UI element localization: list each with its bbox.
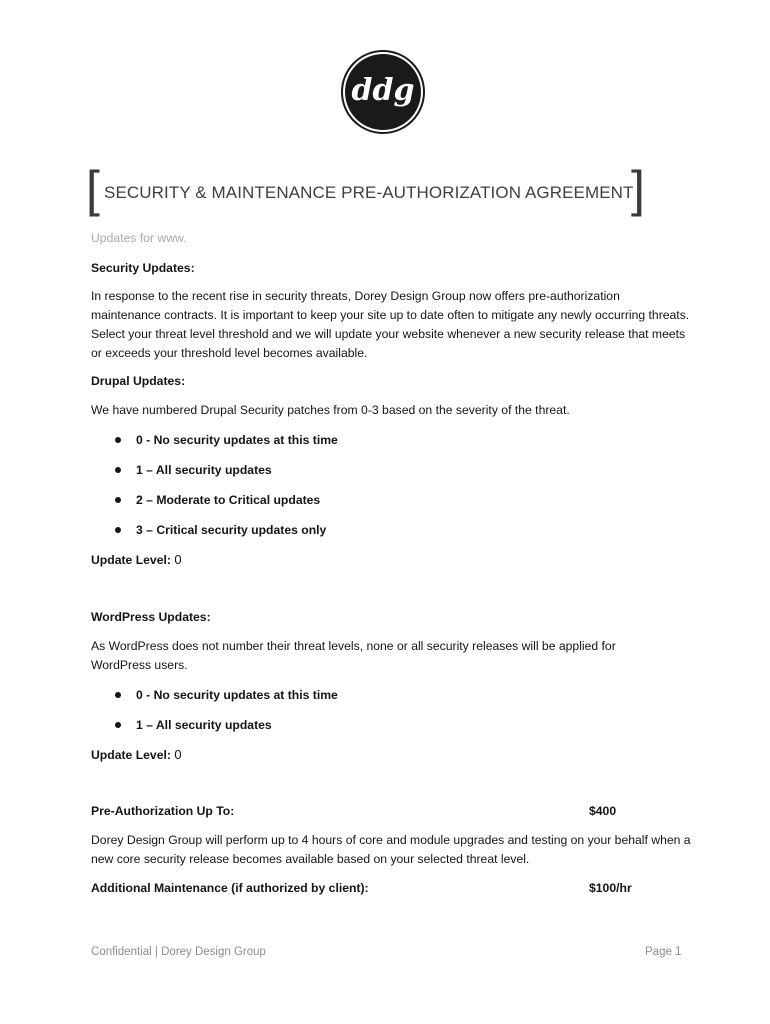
preauthorization-label: Pre-Authorization Up To: bbox=[91, 804, 235, 818]
title-right-bracket: ] bbox=[631, 161, 645, 217]
bullet-icon bbox=[115, 527, 121, 533]
wordpress-updates-heading: WordPress Updates: bbox=[91, 610, 211, 624]
bullet-icon bbox=[115, 692, 121, 698]
drupal-level-3-item: 3 – Critical security updates only bbox=[115, 521, 326, 540]
updates-for-text: Updates for www. bbox=[91, 231, 187, 245]
additional-maintenance-label: Additional Maintenance (if authorized by client): bbox=[91, 881, 369, 895]
drupal-level-2-item: 2 – Moderate to Critical updates bbox=[115, 491, 320, 510]
footer-page-number: Page 1 bbox=[645, 946, 682, 958]
bullet-icon bbox=[115, 437, 121, 443]
bullet-icon bbox=[115, 467, 121, 473]
additional-maintenance-amount: $100/hr bbox=[589, 881, 632, 895]
wordpress-level-1-item: 1 – All security updates bbox=[115, 716, 272, 735]
bullet-icon bbox=[115, 722, 121, 728]
drupal-update-level-value[interactable]: 0 bbox=[174, 552, 182, 567]
security-updates-heading: Security Updates: bbox=[91, 261, 195, 275]
drupal-level-1-item: 1 – All security updates bbox=[115, 461, 272, 480]
wordpress-updates-body: As WordPress does not number their threat levels, none or all security releases will be applied for WordPress users. bbox=[91, 639, 616, 672]
drupal-updates-heading: Drupal Updates: bbox=[91, 374, 186, 388]
security-updates-body: In response to the recent rise in security threats, Dorey Design Group now offers pre-authorization maintenance contracts. It is important to keep your site up to date often to mitigate any newly occurring threats. Select your threat level threshold and we will update your website whenever a new security release that meets or exceeds your threshold level becomes available. bbox=[91, 289, 690, 360]
title-left-bracket: [ bbox=[86, 161, 100, 217]
footer-confidential: Confidential | Dorey Design Group bbox=[91, 946, 266, 958]
logo-text: ddg bbox=[351, 73, 415, 108]
preauthorization-amount: $400 bbox=[589, 804, 617, 818]
wordpress-update-level bbox=[91, 745, 691, 765]
document-title: SECURITY & MAINTENANCE PRE-AUTHORIZATION AGREEMENT bbox=[104, 183, 634, 202]
drupal-update-level-label: Update Level: bbox=[91, 553, 171, 567]
title-block bbox=[86, 161, 686, 217]
drupal-level-0-item: 0 - No security updates at this time bbox=[115, 431, 338, 450]
ddg-logo bbox=[340, 49, 426, 135]
wordpress-level-0-item: 0 - No security updates at this time bbox=[115, 686, 338, 705]
drupal-update-level bbox=[91, 550, 691, 570]
wordpress-update-level-value[interactable]: 0 bbox=[174, 747, 182, 762]
bullet-icon bbox=[115, 497, 121, 503]
preauthorization-body: Dorey Design Group will perform up to 4 hours of core and module upgrades and testing on your behalf when a new core security release becomes available based on your selected threat level. bbox=[91, 833, 691, 866]
drupal-updates-body: We have numbered Drupal Security patches from 0-3 based on the severity of the threat. bbox=[91, 403, 570, 417]
wordpress-update-level-label: Update Level: bbox=[91, 748, 171, 762]
